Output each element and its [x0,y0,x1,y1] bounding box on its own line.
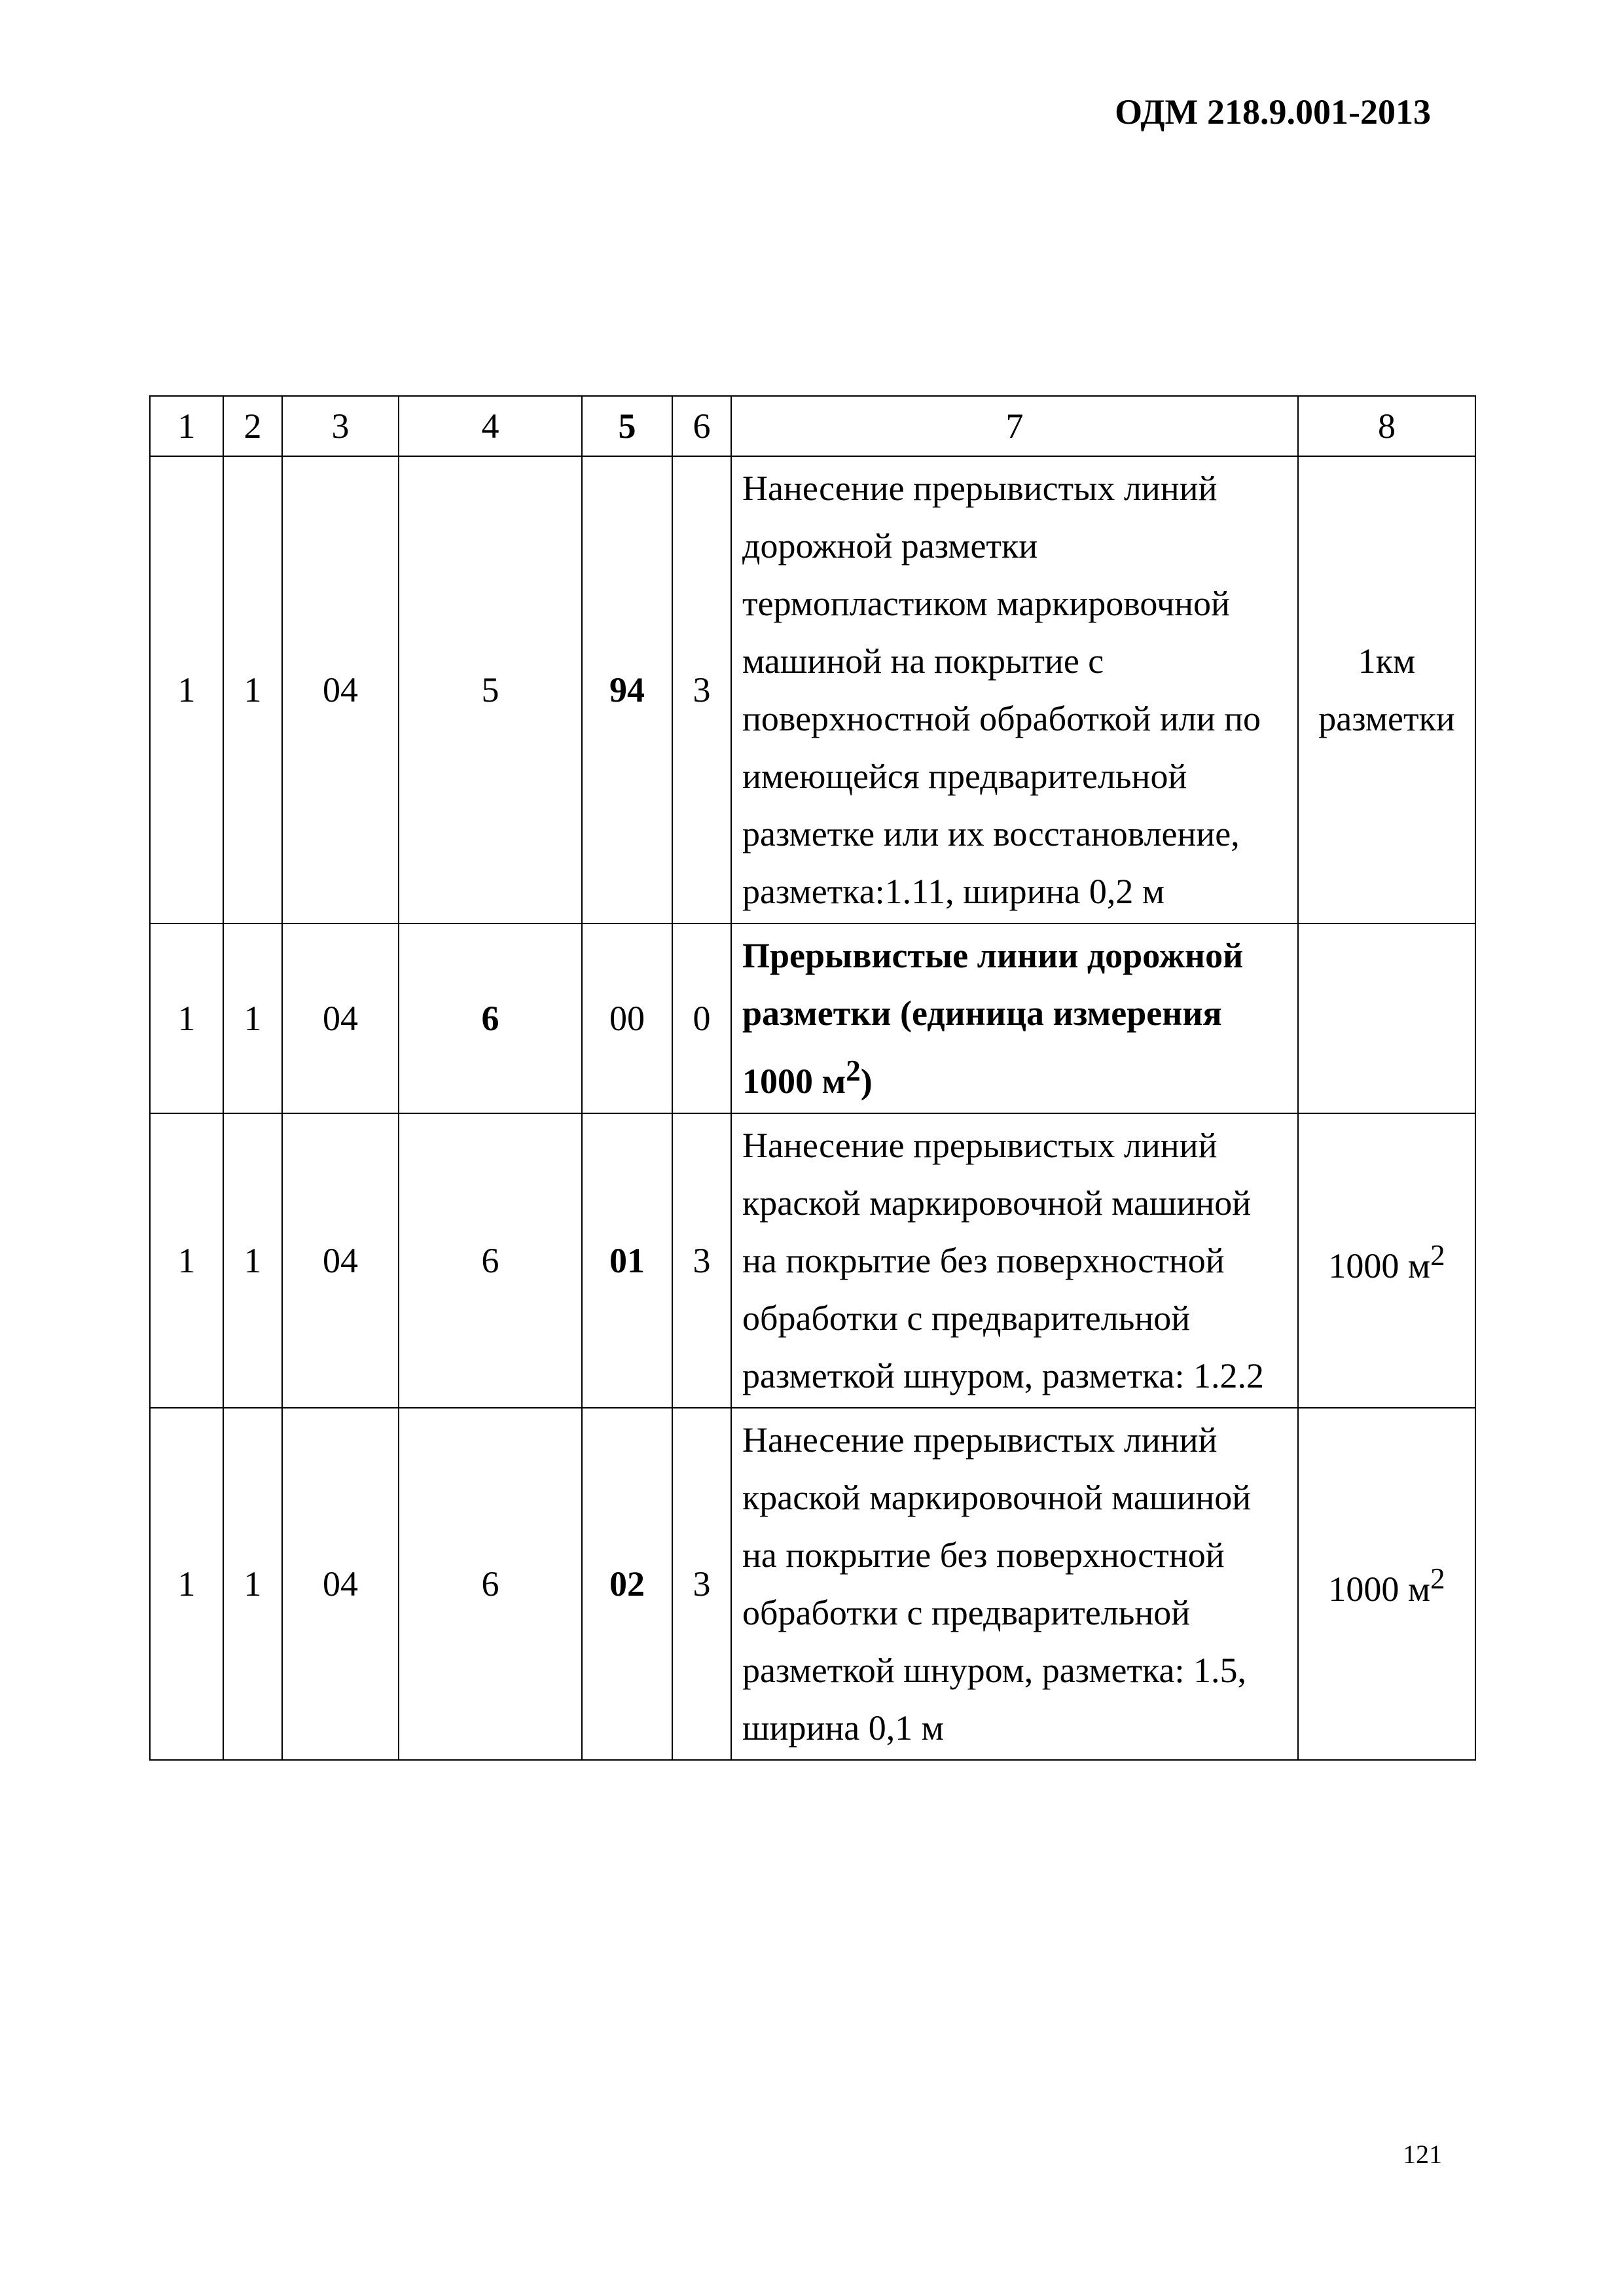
header-cell-5: 5 [582,396,672,456]
unit-text: 1000 м [1328,1570,1431,1609]
unit-cell [1298,924,1475,1113]
code-cell-1: 1 [150,1113,223,1408]
table-header-row [150,396,1475,456]
table-row [150,1408,1475,1760]
section-heading-text: Прерывистые линии дорожной разметки (единица измерения 1000 м [742,936,1244,1101]
superscript: 2 [1430,1562,1445,1595]
header-cell-7: 7 [731,396,1298,456]
code-cell-3: 04 [282,456,399,924]
code-cell-6: 3 [672,1408,731,1760]
code-cell-1: 1 [150,1408,223,1760]
code-cell-2: 1 [223,924,282,1113]
code-cell-1: 1 [150,924,223,1113]
code-cell-3: 04 [282,1113,399,1408]
table-row [150,1113,1475,1408]
code-cell-6: 3 [672,456,731,924]
code-cell-6: 0 [672,924,731,1113]
unit-cell [1298,1113,1475,1408]
description-cell: Нанесение прерывистых линий краской маркировочной машиной на покрытие без поверхностной обработки с предварительной разметкой шнуром, разметка: 1.2.2 [731,1113,1298,1408]
code-cell-4: 6 [399,924,582,1113]
page-number: 121 [1403,2140,1442,2169]
header-cell-2: 2 [223,396,282,456]
table-row [150,456,1475,924]
code-cell-6: 3 [672,1113,731,1408]
header-cell-1: 1 [150,396,223,456]
unit-cell [1298,456,1475,924]
code-cell-4: 6 [399,1408,582,1760]
description-cell: Нанесение прерывистых линий краской маркировочной машиной на покрытие без поверхностной обработки с предварительной разметкой шнуром, разметка: 1.5, ширина 0,1 м [731,1408,1298,1760]
section-heading-cell [731,924,1298,1113]
code-cell-1: 1 [150,456,223,924]
header-cell-4: 4 [399,396,582,456]
code-cell-5: 01 [582,1113,672,1408]
document-code: ОДМ 218.9.001-2013 [1115,92,1431,132]
description-cell: Нанесение прерывистых линий дорожной разметки термопластиком маркировочной машиной на покрытие с поверхностной обработкой или по имеющейся предварительной разметке или их восстановление, разметка:1.11, ширина 0,2 м [731,456,1298,924]
code-cell-3: 04 [282,924,399,1113]
classification-table [149,395,1476,1761]
unit-cell [1298,1408,1475,1760]
code-cell-2: 1 [223,1408,282,1760]
header-cell-8: 8 [1298,396,1475,456]
code-cell-2: 1 [223,1113,282,1408]
code-cell-4: 5 [399,456,582,924]
section-heading-closing: ) [860,1062,873,1101]
code-cell-5: 00 [582,924,672,1113]
code-cell-5: 02 [582,1408,672,1760]
code-cell-3: 04 [282,1408,399,1760]
code-cell-5: 94 [582,456,672,924]
table-row [150,924,1475,1113]
unit-text-line2: разметки [1318,699,1455,738]
header-cell-3: 3 [282,396,399,456]
code-cell-4: 6 [399,1113,582,1408]
unit-text: 1км [1358,641,1416,681]
superscript: 2 [846,1054,861,1087]
unit-text: 1000 м [1328,1246,1431,1285]
superscript: 2 [1430,1239,1445,1272]
code-cell-2: 1 [223,456,282,924]
header-cell-6: 6 [672,396,731,456]
